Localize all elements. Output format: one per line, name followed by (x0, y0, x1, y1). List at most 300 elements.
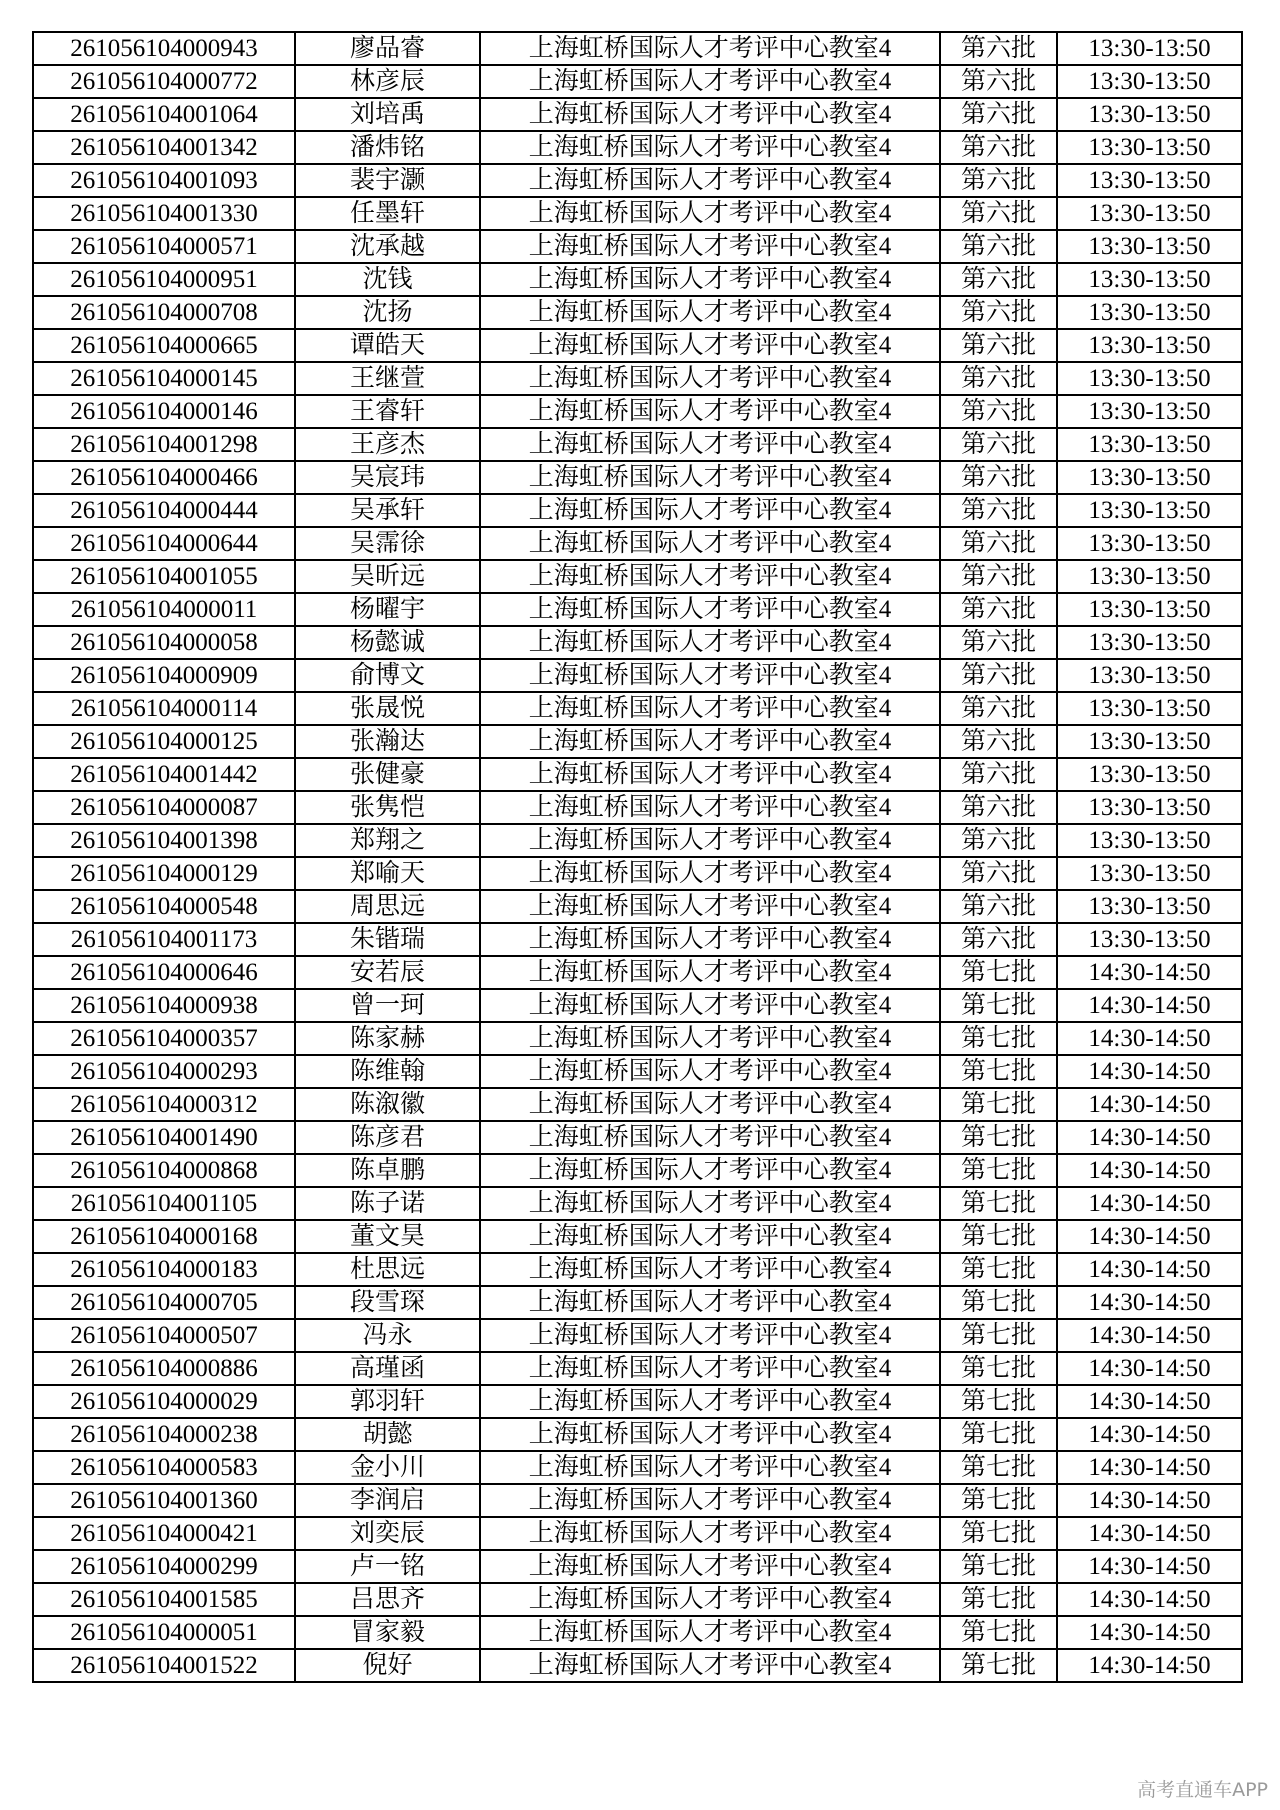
time-cell: 13:30-13:50 (1057, 164, 1242, 197)
candidate-id-cell: 261056104000548 (33, 890, 295, 923)
time-cell: 13:30-13:50 (1057, 527, 1242, 560)
exam-room-cell: 上海虹桥国际人才考评中心教室4 (480, 1220, 940, 1253)
time-cell: 13:30-13:50 (1057, 32, 1242, 65)
exam-room-cell: 上海虹桥国际人才考评中心教室4 (480, 461, 940, 494)
exam-room-cell: 上海虹桥国际人才考评中心教室4 (480, 1286, 940, 1319)
table-row (33, 1616, 1242, 1649)
exam-room-cell: 上海虹桥国际人才考评中心教室4 (480, 1088, 940, 1121)
table-row (33, 1550, 1242, 1583)
batch-cell: 第六批 (940, 230, 1057, 263)
batch-cell: 第六批 (940, 362, 1057, 395)
table-row (33, 725, 1242, 758)
table-row (33, 758, 1242, 791)
batch-cell: 第七批 (940, 1418, 1057, 1451)
exam-room-cell: 上海虹桥国际人才考评中心教室4 (480, 1187, 940, 1220)
name-cell: 胡懿 (295, 1418, 480, 1451)
name-cell: 张瀚达 (295, 725, 480, 758)
name-cell: 陈家赫 (295, 1022, 480, 1055)
batch-cell: 第七批 (940, 1154, 1057, 1187)
table-row (33, 890, 1242, 923)
exam-room-cell: 上海虹桥国际人才考评中心教室4 (480, 1517, 940, 1550)
exam-room-cell: 上海虹桥国际人才考评中心教室4 (480, 230, 940, 263)
table-row (33, 1253, 1242, 1286)
candidate-id-cell: 261056104001398 (33, 824, 295, 857)
name-cell: 廖品睿 (295, 32, 480, 65)
name-cell: 卢一铭 (295, 1550, 480, 1583)
candidate-id-cell: 261056104000909 (33, 659, 295, 692)
time-cell: 14:30-14:50 (1057, 1451, 1242, 1484)
table-row (33, 1187, 1242, 1220)
candidate-id-cell: 261056104000507 (33, 1319, 295, 1352)
time-cell: 14:30-14:50 (1057, 1484, 1242, 1517)
batch-cell: 第六批 (940, 296, 1057, 329)
name-cell: 李润启 (295, 1484, 480, 1517)
table-row (33, 494, 1242, 527)
name-cell: 杜思远 (295, 1253, 480, 1286)
name-cell: 安若辰 (295, 956, 480, 989)
table-row (33, 1385, 1242, 1418)
candidate-id-cell: 261056104001055 (33, 560, 295, 593)
name-cell: 陈彦君 (295, 1121, 480, 1154)
name-cell: 郭羽轩 (295, 1385, 480, 1418)
batch-cell: 第六批 (940, 824, 1057, 857)
candidate-id-cell: 261056104000125 (33, 725, 295, 758)
time-cell: 13:30-13:50 (1057, 791, 1242, 824)
exam-room-cell: 上海虹桥国际人才考评中心教室4 (480, 725, 940, 758)
batch-cell: 第六批 (940, 197, 1057, 230)
candidate-id-cell: 261056104001360 (33, 1484, 295, 1517)
name-cell: 高瑾函 (295, 1352, 480, 1385)
table-row (33, 626, 1242, 659)
name-cell: 林彦辰 (295, 65, 480, 98)
batch-cell: 第七批 (940, 1088, 1057, 1121)
time-cell: 13:30-13:50 (1057, 65, 1242, 98)
batch-cell: 第六批 (940, 659, 1057, 692)
batch-cell: 第六批 (940, 791, 1057, 824)
table-row (33, 1154, 1242, 1187)
name-cell: 郑喻天 (295, 857, 480, 890)
candidate-id-cell: 261056104000299 (33, 1550, 295, 1583)
name-cell: 王继萱 (295, 362, 480, 395)
name-cell: 俞博文 (295, 659, 480, 692)
candidate-id-cell: 261056104000583 (33, 1451, 295, 1484)
batch-cell: 第六批 (940, 494, 1057, 527)
name-cell: 刘奕辰 (295, 1517, 480, 1550)
table-row (33, 857, 1242, 890)
exam-room-cell: 上海虹桥国际人才考评中心教室4 (480, 857, 940, 890)
candidate-id-cell: 261056104001330 (33, 197, 295, 230)
candidate-id-cell: 261056104001585 (33, 1583, 295, 1616)
batch-cell: 第七批 (940, 1187, 1057, 1220)
table-row (33, 1583, 1242, 1616)
table-row (33, 461, 1242, 494)
batch-cell: 第六批 (940, 164, 1057, 197)
batch-cell: 第六批 (940, 461, 1057, 494)
candidate-id-cell: 261056104000357 (33, 1022, 295, 1055)
batch-cell: 第七批 (940, 1649, 1057, 1682)
table-row (33, 1649, 1242, 1682)
name-cell: 杨懿诚 (295, 626, 480, 659)
time-cell: 14:30-14:50 (1057, 1583, 1242, 1616)
table-row (33, 560, 1242, 593)
batch-cell: 第六批 (940, 65, 1057, 98)
batch-cell: 第七批 (940, 1022, 1057, 1055)
table-row (33, 659, 1242, 692)
candidate-id-cell: 261056104000129 (33, 857, 295, 890)
candidate-id-cell: 261056104000146 (33, 395, 295, 428)
exam-room-cell: 上海虹桥国际人才考评中心教室4 (480, 1451, 940, 1484)
exam-room-cell: 上海虹桥国际人才考评中心教室4 (480, 1352, 940, 1385)
name-cell: 张健豪 (295, 758, 480, 791)
name-cell: 裴宇灏 (295, 164, 480, 197)
candidate-id-cell: 261056104000868 (33, 1154, 295, 1187)
exam-room-cell: 上海虹桥国际人才考评中心教室4 (480, 329, 940, 362)
exam-room-cell: 上海虹桥国际人才考评中心教室4 (480, 1649, 940, 1682)
batch-cell: 第七批 (940, 1583, 1057, 1616)
candidate-id-cell: 261056104000087 (33, 791, 295, 824)
name-cell: 张隽恺 (295, 791, 480, 824)
time-cell: 13:30-13:50 (1057, 725, 1242, 758)
candidate-id-cell: 261056104000114 (33, 692, 295, 725)
time-cell: 14:30-14:50 (1057, 1253, 1242, 1286)
exam-room-cell: 上海虹桥国际人才考评中心教室4 (480, 989, 940, 1022)
name-cell: 陈溆徽 (295, 1088, 480, 1121)
name-cell: 沈扬 (295, 296, 480, 329)
table-row (33, 1352, 1242, 1385)
table-row (33, 989, 1242, 1022)
batch-cell: 第七批 (940, 1550, 1057, 1583)
name-cell: 董文昊 (295, 1220, 480, 1253)
batch-cell: 第六批 (940, 626, 1057, 659)
exam-room-cell: 上海虹桥国际人才考评中心教室4 (480, 890, 940, 923)
name-cell: 陈卓鹏 (295, 1154, 480, 1187)
time-cell: 13:30-13:50 (1057, 329, 1242, 362)
candidate-id-cell: 261056104000051 (33, 1616, 295, 1649)
table-row (33, 956, 1242, 989)
candidate-id-cell: 261056104000886 (33, 1352, 295, 1385)
candidate-id-cell: 261056104000145 (33, 362, 295, 395)
batch-cell: 第六批 (940, 395, 1057, 428)
table-row (33, 362, 1242, 395)
table-row (33, 1517, 1242, 1550)
exam-room-cell: 上海虹桥国际人才考评中心教室4 (480, 1055, 940, 1088)
table-body (33, 32, 1242, 1682)
batch-cell: 第七批 (940, 1484, 1057, 1517)
candidate-id-cell: 261056104001298 (33, 428, 295, 461)
batch-cell: 第六批 (940, 692, 1057, 725)
candidate-id-cell: 261056104001105 (33, 1187, 295, 1220)
name-cell: 冒家毅 (295, 1616, 480, 1649)
name-cell: 郑翔之 (295, 824, 480, 857)
candidate-id-cell: 261056104001522 (33, 1649, 295, 1682)
exam-room-cell: 上海虹桥国际人才考评中心教室4 (480, 626, 940, 659)
exam-room-cell: 上海虹桥国际人才考评中心教室4 (480, 659, 940, 692)
candidate-id-cell: 261056104000665 (33, 329, 295, 362)
exam-room-cell: 上海虹桥国际人才考评中心教室4 (480, 1385, 940, 1418)
table-row (33, 263, 1242, 296)
time-cell: 14:30-14:50 (1057, 1319, 1242, 1352)
table-row (33, 1418, 1242, 1451)
candidate-id-cell: 261056104000466 (33, 461, 295, 494)
name-cell: 吴承轩 (295, 494, 480, 527)
time-cell: 13:30-13:50 (1057, 263, 1242, 296)
name-cell: 朱锴瑞 (295, 923, 480, 956)
time-cell: 14:30-14:50 (1057, 1550, 1242, 1583)
time-cell: 14:30-14:50 (1057, 1616, 1242, 1649)
time-cell: 14:30-14:50 (1057, 1385, 1242, 1418)
exam-room-cell: 上海虹桥国际人才考评中心教室4 (480, 791, 940, 824)
time-cell: 13:30-13:50 (1057, 131, 1242, 164)
name-cell: 吴宸玮 (295, 461, 480, 494)
name-cell: 金小川 (295, 1451, 480, 1484)
exam-room-cell: 上海虹桥国际人才考评中心教室4 (480, 1319, 940, 1352)
batch-cell: 第七批 (940, 1319, 1057, 1352)
table-row (33, 791, 1242, 824)
exam-schedule-table (32, 31, 1243, 1683)
batch-cell: 第七批 (940, 1616, 1057, 1649)
table-row (33, 395, 1242, 428)
exam-room-cell: 上海虹桥国际人才考评中心教室4 (480, 362, 940, 395)
exam-room-cell: 上海虹桥国际人才考评中心教室4 (480, 1121, 940, 1154)
name-cell: 沈承越 (295, 230, 480, 263)
table-row (33, 1022, 1242, 1055)
time-cell: 13:30-13:50 (1057, 593, 1242, 626)
exam-room-cell: 上海虹桥国际人才考评中心教室4 (480, 32, 940, 65)
exam-room-cell: 上海虹桥国际人才考评中心教室4 (480, 923, 940, 956)
batch-cell: 第七批 (940, 1352, 1057, 1385)
candidate-id-cell: 261056104000951 (33, 263, 295, 296)
exam-room-cell: 上海虹桥国际人才考评中心教室4 (480, 1154, 940, 1187)
name-cell: 潘炜铭 (295, 131, 480, 164)
exam-room-cell: 上海虹桥国际人才考评中心教室4 (480, 197, 940, 230)
time-cell: 14:30-14:50 (1057, 1418, 1242, 1451)
candidate-id-cell: 261056104001442 (33, 758, 295, 791)
exam-room-cell: 上海虹桥国际人才考评中心教室4 (480, 164, 940, 197)
batch-cell: 第六批 (940, 593, 1057, 626)
batch-cell: 第七批 (940, 1253, 1057, 1286)
candidate-id-cell: 261056104000444 (33, 494, 295, 527)
table-row (33, 1055, 1242, 1088)
name-cell: 张晟悦 (295, 692, 480, 725)
table-row (33, 593, 1242, 626)
batch-cell: 第六批 (940, 923, 1057, 956)
table-row (33, 824, 1242, 857)
table-row (33, 164, 1242, 197)
table-row (33, 1088, 1242, 1121)
table-row (33, 692, 1242, 725)
batch-cell: 第六批 (940, 329, 1057, 362)
batch-cell: 第六批 (940, 131, 1057, 164)
name-cell: 刘培禹 (295, 98, 480, 131)
batch-cell: 第七批 (940, 1385, 1057, 1418)
time-cell: 14:30-14:50 (1057, 1286, 1242, 1319)
name-cell: 谭皓天 (295, 329, 480, 362)
candidate-id-cell: 261056104000238 (33, 1418, 295, 1451)
batch-cell: 第七批 (940, 956, 1057, 989)
exam-room-cell: 上海虹桥国际人才考评中心教室4 (480, 824, 940, 857)
time-cell: 13:30-13:50 (1057, 395, 1242, 428)
candidate-id-cell: 261056104001093 (33, 164, 295, 197)
exam-room-cell: 上海虹桥国际人才考评中心教室4 (480, 1616, 940, 1649)
batch-cell: 第七批 (940, 1451, 1057, 1484)
time-cell: 14:30-14:50 (1057, 1649, 1242, 1682)
batch-cell: 第六批 (940, 527, 1057, 560)
batch-cell: 第六批 (940, 263, 1057, 296)
exam-room-cell: 上海虹桥国际人才考评中心教室4 (480, 494, 940, 527)
name-cell: 曾一珂 (295, 989, 480, 1022)
exam-room-cell: 上海虹桥国际人才考评中心教室4 (480, 296, 940, 329)
exam-room-cell: 上海虹桥国际人才考评中心教室4 (480, 692, 940, 725)
name-cell: 陈子诺 (295, 1187, 480, 1220)
candidate-id-cell: 261056104000571 (33, 230, 295, 263)
table-row (33, 131, 1242, 164)
table-row (33, 923, 1242, 956)
batch-cell: 第七批 (940, 1517, 1057, 1550)
candidate-id-cell: 261056104000168 (33, 1220, 295, 1253)
exam-room-cell: 上海虹桥国际人才考评中心教室4 (480, 98, 940, 131)
time-cell: 13:30-13:50 (1057, 758, 1242, 791)
time-cell: 14:30-14:50 (1057, 1154, 1242, 1187)
exam-room-cell: 上海虹桥国际人才考评中心教室4 (480, 65, 940, 98)
batch-cell: 第六批 (940, 98, 1057, 131)
batch-cell: 第六批 (940, 725, 1057, 758)
name-cell: 倪好 (295, 1649, 480, 1682)
exam-room-cell: 上海虹桥国际人才考评中心教室4 (480, 1022, 940, 1055)
candidate-id-cell: 261056104000421 (33, 1517, 295, 1550)
time-cell: 14:30-14:50 (1057, 1187, 1242, 1220)
candidate-id-cell: 261056104000293 (33, 1055, 295, 1088)
name-cell: 段雪琛 (295, 1286, 480, 1319)
name-cell: 王睿轩 (295, 395, 480, 428)
time-cell: 14:30-14:50 (1057, 1088, 1242, 1121)
name-cell: 沈钱 (295, 263, 480, 296)
batch-cell: 第六批 (940, 758, 1057, 791)
candidate-id-cell: 261056104000646 (33, 956, 295, 989)
table-row (33, 329, 1242, 362)
name-cell: 杨曜宇 (295, 593, 480, 626)
candidate-id-cell: 261056104000772 (33, 65, 295, 98)
table-row (33, 527, 1242, 560)
batch-cell: 第七批 (940, 1220, 1057, 1253)
time-cell: 13:30-13:50 (1057, 494, 1242, 527)
batch-cell: 第六批 (940, 857, 1057, 890)
time-cell: 13:30-13:50 (1057, 461, 1242, 494)
time-cell: 13:30-13:50 (1057, 857, 1242, 890)
name-cell: 吴昕远 (295, 560, 480, 593)
batch-cell: 第七批 (940, 989, 1057, 1022)
exam-room-cell: 上海虹桥国际人才考评中心教室4 (480, 428, 940, 461)
table-row (33, 1121, 1242, 1154)
batch-cell: 第六批 (940, 428, 1057, 461)
batch-cell: 第六批 (940, 890, 1057, 923)
candidate-id-cell: 261056104000058 (33, 626, 295, 659)
time-cell: 14:30-14:50 (1057, 1121, 1242, 1154)
table-row (33, 1220, 1242, 1253)
batch-cell: 第六批 (940, 560, 1057, 593)
candidate-id-cell: 261056104000708 (33, 296, 295, 329)
time-cell: 13:30-13:50 (1057, 692, 1242, 725)
table-row (33, 1451, 1242, 1484)
exam-room-cell: 上海虹桥国际人才考评中心教室4 (480, 263, 940, 296)
table-row (33, 32, 1242, 65)
time-cell: 14:30-14:50 (1057, 989, 1242, 1022)
name-cell: 陈维翰 (295, 1055, 480, 1088)
candidate-id-cell: 261056104001173 (33, 923, 295, 956)
exam-room-cell: 上海虹桥国际人才考评中心教室4 (480, 395, 940, 428)
batch-cell: 第七批 (940, 1121, 1057, 1154)
batch-cell: 第七批 (940, 1055, 1057, 1088)
candidate-id-cell: 261056104000938 (33, 989, 295, 1022)
name-cell: 吕思齐 (295, 1583, 480, 1616)
candidate-id-cell: 261056104000029 (33, 1385, 295, 1418)
time-cell: 13:30-13:50 (1057, 362, 1242, 395)
exam-room-cell: 上海虹桥国际人才考评中心教室4 (480, 1418, 940, 1451)
name-cell: 周思远 (295, 890, 480, 923)
time-cell: 13:30-13:50 (1057, 659, 1242, 692)
exam-room-cell: 上海虹桥国际人才考评中心教室4 (480, 956, 940, 989)
exam-room-cell: 上海虹桥国际人才考评中心教室4 (480, 593, 940, 626)
candidate-id-cell: 261056104000312 (33, 1088, 295, 1121)
name-cell: 王彦杰 (295, 428, 480, 461)
time-cell: 13:30-13:50 (1057, 230, 1242, 263)
time-cell: 14:30-14:50 (1057, 1220, 1242, 1253)
candidate-id-cell: 261056104000644 (33, 527, 295, 560)
time-cell: 14:30-14:50 (1057, 1022, 1242, 1055)
time-cell: 13:30-13:50 (1057, 626, 1242, 659)
table-row (33, 98, 1242, 131)
exam-room-cell: 上海虹桥国际人才考评中心教室4 (480, 1583, 940, 1616)
time-cell: 13:30-13:50 (1057, 824, 1242, 857)
exam-room-cell: 上海虹桥国际人才考评中心教室4 (480, 1550, 940, 1583)
time-cell: 14:30-14:50 (1057, 956, 1242, 989)
candidate-id-cell: 261056104000705 (33, 1286, 295, 1319)
table-row (33, 1484, 1242, 1517)
table-row (33, 230, 1242, 263)
time-cell: 13:30-13:50 (1057, 296, 1242, 329)
table-row (33, 296, 1242, 329)
candidate-id-cell: 261056104000183 (33, 1253, 295, 1286)
time-cell: 13:30-13:50 (1057, 560, 1242, 593)
exam-room-cell: 上海虹桥国际人才考评中心教室4 (480, 758, 940, 791)
candidate-id-cell: 261056104000011 (33, 593, 295, 626)
time-cell: 13:30-13:50 (1057, 428, 1242, 461)
table-row (33, 1286, 1242, 1319)
name-cell: 吴霈徐 (295, 527, 480, 560)
time-cell: 13:30-13:50 (1057, 98, 1242, 131)
batch-cell: 第七批 (940, 1286, 1057, 1319)
table-row (33, 428, 1242, 461)
table-row (33, 1319, 1242, 1352)
candidate-id-cell: 261056104001490 (33, 1121, 295, 1154)
candidate-id-cell: 261056104000943 (33, 32, 295, 65)
time-cell: 14:30-14:50 (1057, 1055, 1242, 1088)
exam-room-cell: 上海虹桥国际人才考评中心教室4 (480, 131, 940, 164)
time-cell: 13:30-13:50 (1057, 197, 1242, 230)
candidate-id-cell: 261056104001342 (33, 131, 295, 164)
candidate-id-cell: 261056104001064 (33, 98, 295, 131)
table-row (33, 197, 1242, 230)
time-cell: 13:30-13:50 (1057, 923, 1242, 956)
exam-room-cell: 上海虹桥国际人才考评中心教室4 (480, 1484, 940, 1517)
watermark: 高考直通车APP (1137, 1779, 1268, 1801)
name-cell: 任墨轩 (295, 197, 480, 230)
name-cell: 冯永 (295, 1319, 480, 1352)
batch-cell: 第六批 (940, 32, 1057, 65)
time-cell: 14:30-14:50 (1057, 1517, 1242, 1550)
time-cell: 14:30-14:50 (1057, 1352, 1242, 1385)
time-cell: 13:30-13:50 (1057, 890, 1242, 923)
exam-room-cell: 上海虹桥国际人才考评中心教室4 (480, 560, 940, 593)
